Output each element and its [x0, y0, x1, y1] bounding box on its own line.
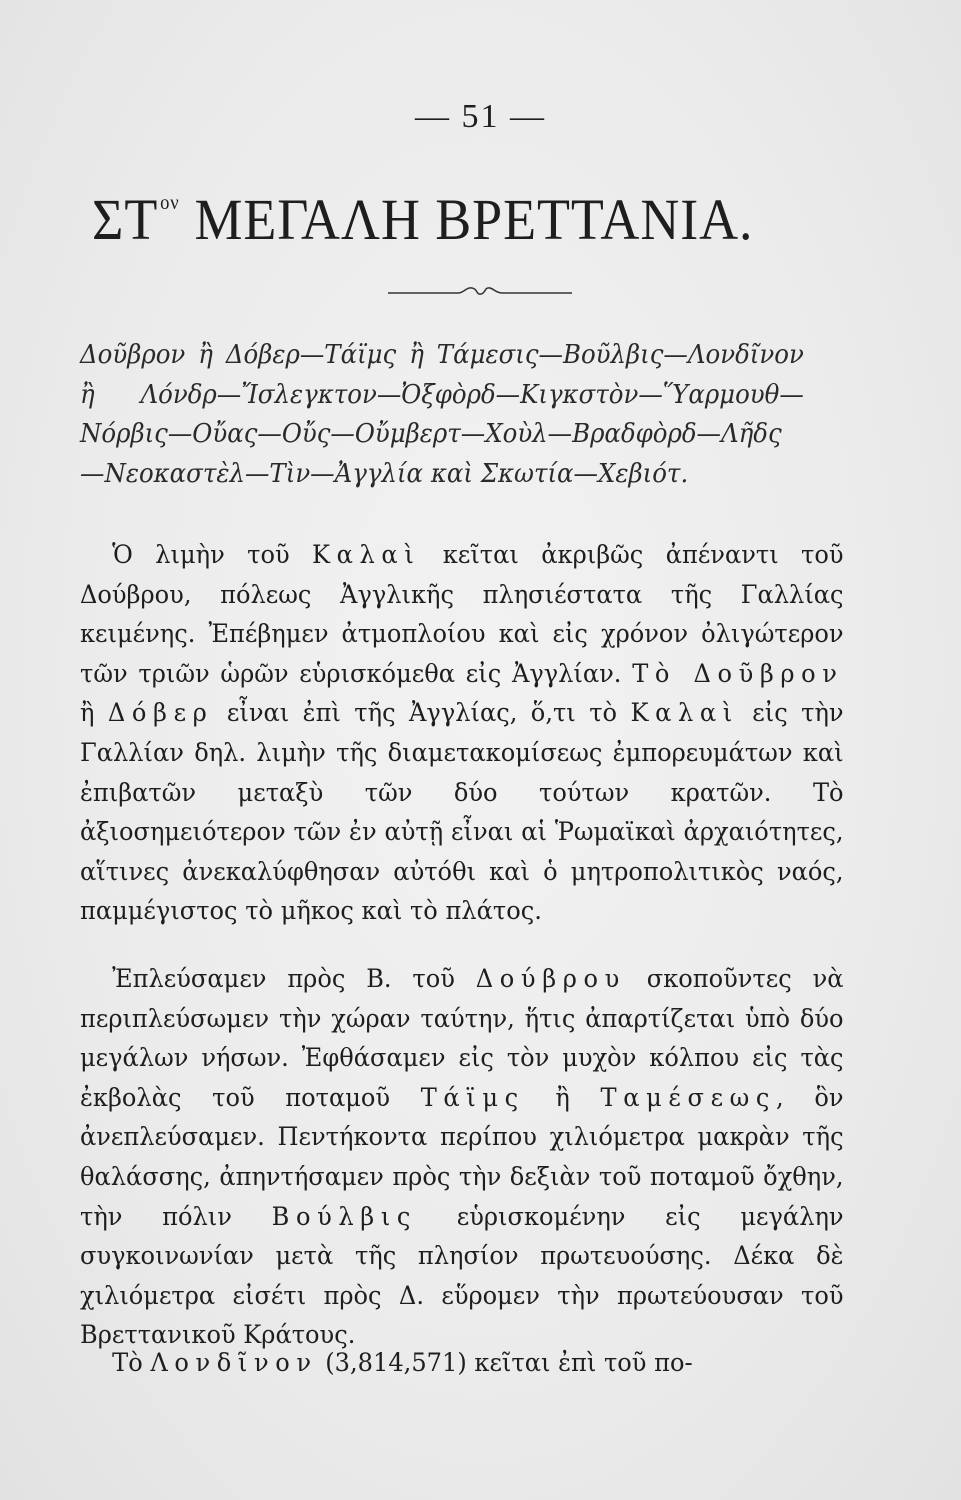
p1-name-a: Καλαὶ	[312, 540, 421, 570]
p2-text-b: σκοποῦντες νὰ περιπλεύσωμεν τὴν χώραν ταύτην, ἥτις ἀπαρτίζεται ὑπὸ δύο μεγάλων νήσων. Ἐφθάσαμεν εἰς τὸν μυχὸν κόλπου εἰς τὰς ἐκβολὰς τοῦ ποταμοῦ	[80, 964, 844, 1113]
p1-text-e: εἰς τὴν Γαλλίαν δηλ. λιμὴν τῆς διαμετακομίσεως ἐμπορευμάτων καὶ ἐπιβατῶν μεταξὺ τῶν δύο τούτων κρατῶν. Τὸ ἀξιοσημειότερον τῶν ἐν αὐτῇ εἶναι αἱ Ῥωμαϊκαὶ ἀρχαιότητες, αἵτινες ἀνεκαλύφθησαν αὐτόθι καὶ ὁ μητροπολιτικὸς ναός, παμμέγιστος τὸ μῆκος καὶ τὸ πλάτος.	[80, 698, 844, 927]
p2-name-c: Ταμέσεως	[600, 1082, 777, 1113]
chapter-summary: Δοῦβρον ἢ Δόβερ—Τάϊμς ἢ Τάμεσις—Βοῦλβις—Λονδῖνον ἢ Λόνδρ—Ἴσλεγκτον—Ὀξφὸρδ—Κιγκστὸν—Ὕαρμουθ—Νόρβις—Οὔας—Οὔς—Οὔμβερτ—Χοὺλ—Βραδφὸρδ—Λῆδς—Νεοκαστὲλ—Τὶν—Ἀγγλία καὶ Σκωτία—Χεβιότ.	[80, 340, 804, 489]
chapter-numeral: ΣΤ	[92, 187, 159, 252]
p1-name-d: Καλαὶ	[630, 698, 739, 729]
chapter-numeral-suffix: ον	[160, 192, 180, 214]
p1-name-c: Δόβερ	[107, 698, 214, 729]
ornament-divider	[380, 282, 580, 300]
p3-text-b: (3,814,571) κεῖται ἐπὶ τοῦ πο-	[317, 1348, 693, 1378]
p3-name-a: Λονδῖνον	[150, 1348, 318, 1378]
page-number: — 51 —	[415, 98, 546, 135]
p1-text-a: Ὁ λιμὴν τοῦ	[112, 540, 313, 570]
p2-text-c: ἢ	[524, 1082, 601, 1113]
chapter-title-text: ΜΕΓΑΛΗ ΒΡΕΤΤΑΝΙΑ.	[194, 187, 754, 252]
paragraph-2	[80, 960, 844, 1356]
chapter-title	[92, 186, 799, 253]
p2-name-d: Βούλβις	[271, 1201, 417, 1232]
p2-text-d: , ὃν ἀνεπλεύσαμεν. Πεντήκοντα περίπου χιλιόμετρα μακρὰν τῆς θαλάσσης, ἀπηντήσαμεν πρὸς τὴν δεξιὰν τοῦ ποταμοῦ ὄχθην, τὴν πόλιν	[80, 1082, 844, 1232]
paragraph-1	[80, 536, 844, 932]
p2-text-e: εὑρισκομένην εἰς μεγάλην συγκοινωνίαν μετὰ τῆς πλησίον πρωτευούσης. Δέκα δὲ χιλιόμετρα εἰσέτι πρὸς Δ. εὕρομεν τὴν πρωτεύουσαν τοῦ Βρεττανικοῦ Κράτους.	[80, 1201, 844, 1351]
p2-name-a: Δούβρου	[475, 964, 626, 994]
p1-name-b: Τὸ Δοῦβρον	[632, 658, 844, 689]
p1-text-c: ἢ	[80, 698, 108, 729]
p3-text-a: Τὸ	[112, 1348, 151, 1378]
p1-text-d: εἶναι ἐπὶ τῆς Ἀγγλίας, ὅ,τι τὸ	[213, 698, 631, 729]
paragraph-3	[80, 1344, 844, 1384]
p1-text-b: κεῖται ἀκριβῶς ἀπέναντι τοῦ Δούβρου, πόλεως Ἀγγλικῆς πλησιέστατα τῆς Γαλλίας κειμένης. Ἐπέβημεν ἀτμοπλοίου καὶ εἰς χρόνον ὀλιγώτερον τῶν τριῶν ὡρῶν εὑρισκόμεθα εἰς Ἀγγλίαν.	[80, 540, 844, 689]
p2-text-a: Ἐπλεύσαμεν πρὸς Β. τοῦ	[112, 964, 476, 994]
p2-name-b: Τάϊμς	[420, 1082, 525, 1113]
